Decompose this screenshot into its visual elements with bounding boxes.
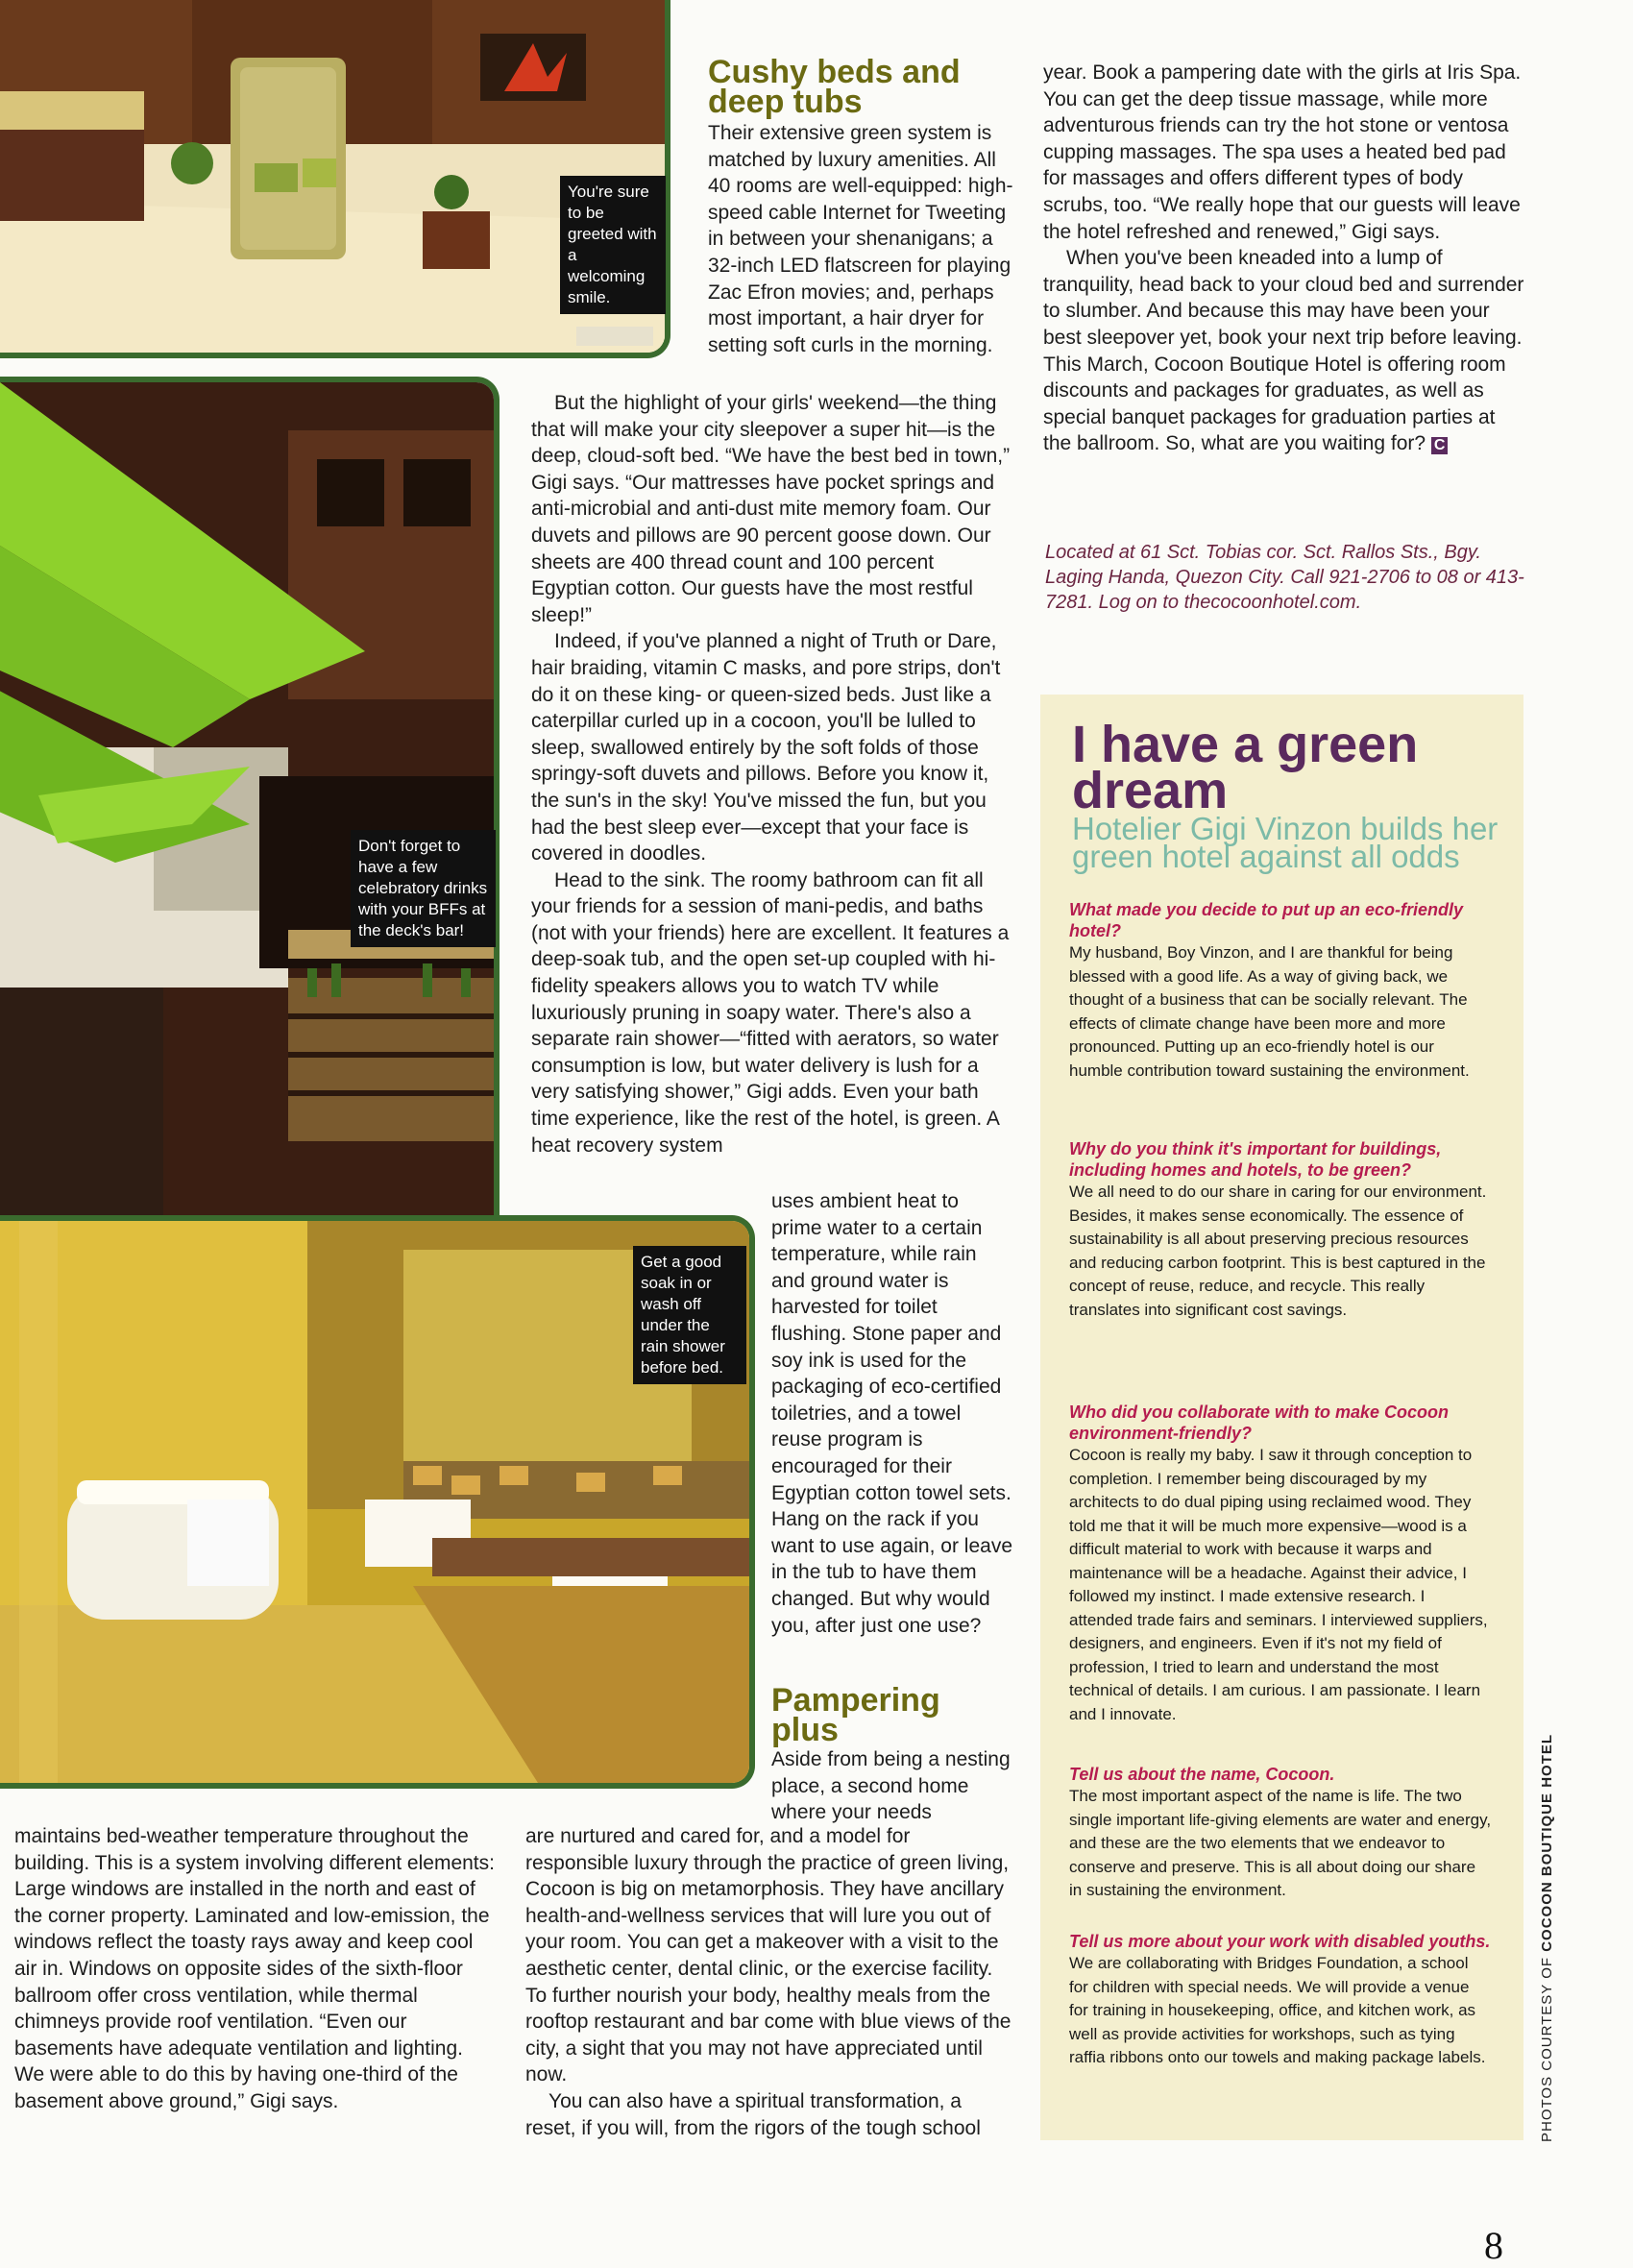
qa-question: Why do you think it's important for buildings, including homes and hotels, to be green? [1069, 1139, 1442, 1180]
paragraph: Head to the sink. The roomy bathroom can fit all your friends for a session of mani-pedis, and baths (not with your friends) here are excellent. It features a deep-soak tub, and the open set-up coupled with hi-fidelity speakers allows you to watch TV while luxuriously pruning in soapy water. There's also a separate rain shower—“fitted with aerators, so water consumption is low, but water delivery is lush for a very satisfying shower,” Gigi adds. Even your bath time experience, like the rest of the hotel, is green. A heat recovery system [531, 868, 1010, 1157]
paragraph-text: When you've been kneaded into a lump of tranquility, head back to your cloud bed and surrender to slumber. And because this may have been your best sleepover yet, book your next trip before leaving. This March, Cocoon Boutique Hotel is offering room discounts and packages for graduates, as well as special banquet packages for graduation parties at the ballroom. So, what are you waiting for? [1043, 247, 1524, 455]
article-col2-middle [531, 390, 1013, 1158]
credit-name: COCOON BOUTIQUE HOTEL [1539, 1733, 1555, 1952]
paragraph: You can also have a spiritual transformation, a reset, if you will, from the rigors of the tough school [525, 2089, 981, 2139]
sidebar-title: I have a green dream [1072, 716, 1419, 819]
sidebar-interview [1040, 695, 1523, 2140]
qa-item [1069, 899, 1492, 1083]
page-number: 8 [1484, 2224, 1503, 2267]
paragraph: year. Book a pampering date with the girls at Iris Spa. You can get the deep tissue massage, while more adventurous friends can try the hot stone or ventosa cupping massages. The spa uses a heated bed pad for massages and offers different types of body scrubs, too. “We really hope that our guests will leave the hotel refreshed and renewed,” Gigi says. [1043, 61, 1522, 243]
qa-question: Who did you collaborate with to make Cocoon environment-friendly? [1069, 1402, 1450, 1443]
paragraph: maintains bed-weather temperature throughout the building. This is a system involving different elements: Large windows are installed in the north and east of the corner property. Laminated and low-emission, the windows reflect the toasty rays away and keep cool air in. Windows on opposite sides of the sixth-floor ballroom offer cross ventilation, while thermal chimneys provide roof ventilation. “Even our basements have adequate ventilation and lighting. We were able to do this by having one-third of the basement above ground,” Gigi says. [14, 1825, 495, 2112]
article-col2-top [708, 120, 1013, 358]
end-mark: C [1431, 437, 1449, 454]
qa-question: Tell us about the name, Cocoon. [1069, 1765, 1335, 1784]
qa-question: What made you decide to put up an eco-friendly hotel? [1069, 900, 1464, 940]
article-col1-bottom [14, 1823, 495, 2115]
qa-item [1069, 1931, 1492, 2070]
qa-answer: We all need to do our share in caring for our environment. Besides, it makes sense economically. The essence of sustainability is all about preserving precious resources and reducing carbon footprint. This is best captured in the concept of reuse, reduce, and recycle. This really translates into significant cost savings. [1069, 1183, 1487, 1319]
paragraph [1043, 245, 1528, 457]
paragraph: uses ambient heat to prime water to a certain temperature, while rain and ground water is harvested for toilet flushing. Stone paper and soy ink is used for the packaging of eco-certified toiletries, and a towel reuse program is encouraged for their Egyptian cotton towel sets. Hang on the rack if you want to use again, or leave in the tub to have them changed. But why would you, after just one use? [771, 1190, 1012, 1637]
qa-answer: My husband, Boy Vinzon, and I are thankful for being blessed with a good life. As a way of giving back, we thought of a business that can be socially relevant. The effects of climate change have been more and more pronounced. Putting up an eco-friendly hotel is our humble contribution toward sustaining the environment. [1069, 943, 1470, 1080]
article-col2-bottom [525, 1823, 1013, 2141]
sidebar-subtitle: Hotelier Gigi Vinzon builds her green hotel against all odds [1072, 811, 1499, 874]
paragraph: But the highlight of your girls' weekend—the thing that will make your city sleepover a super hit—is the deep, cloud-soft bed. “We have the best bed in town,” Gigi says. “Our mattresses have pocket springs and anti-microbial and anti-dust mite memory foam. Our duvets and pillows are 90 percent goose down. Our sheets are 400 thread count and 100 percent Egyptian cotton. Our guests have the most restful sleep!” [531, 392, 1011, 626]
article-col2-after-pampering [771, 1746, 1013, 1826]
photo-bar [0, 377, 500, 1222]
qa-answer: We are collaborating with Bridges Foundation, a school for children with special needs. We will provide a venue for training in housekeeping, office, and kitchen work, as well as provide activities for workshops, such as tying raffia ribbons onto our towels and making package labels. [1069, 1954, 1486, 2066]
paragraph: Aside from being a nesting place, a second home where your needs [771, 1748, 1011, 1824]
caption-bar: Don't forget to have a few celebratory drinks with your BFFs at the deck's bar! [351, 830, 496, 947]
article-col3 [1043, 60, 1528, 457]
caption-lobby: You're sure to be greeted with a welcoming smile. [560, 176, 666, 314]
qa-answer: Cocoon is really my baby. I saw it through conception to completion. I remember being discouraged by my architects to do dual piping using reclaimed wood. They told me that it will be much more expensive—wood is a difficult material to work with because it warps and maintenance will be a headache. Against their advice, I followed my instinct. I made extensive research. I attended trade fairs and seminars. I interviewed suppliers, designers, and engineers. Even if it's not my field of profession, I tried to learn and understand the most technical of details. I am curious. I am passionate. I learn and I innovate. [1069, 1446, 1488, 1723]
qa-item [1069, 1138, 1492, 1322]
bar-illustration [0, 382, 494, 1216]
paragraph: are nurtured and cared for, and a model for responsible luxury through the practice of green living, Cocoon is big on metamorphosis. They have ancillary health-and-wellness services that will lure you out of your room. You can get a makeover with a visit to the aesthetic center, dental clinic, or the exercise facility. To further nourish your body, healthy meals from the rooftop restaurant and bar come with blue views of the city, a sight that you may not have appreciated until now. [525, 1825, 1011, 2086]
heading-cushy-beds: Cushy beds and deep tubs [708, 54, 961, 120]
qa-question: Tell us more about your work with disabled youths. [1069, 1932, 1491, 1951]
heading-pampering-plus: Pampering plus [771, 1682, 940, 1748]
paragraph: Their extensive green system is matched by luxury amenities. All 40 rooms are well-equipped: high-speed cable Internet for Tweeting in between your shenanigans; a 32-inch LED flatscreen for playing Zac Efron movies; and, perhaps most important, a hair dryer for setting soft curls in the morning. [708, 122, 1013, 356]
qa-answer: The most important aspect of the name is life. The two single important life-giving elements are water and energy, and these are the two elements that we endeavor to conserve and preserve. This is all about doing our share in sustaining the environment. [1069, 1787, 1492, 1899]
caption-bathroom: Get a good soak in or wash off under the rain shower before bed. [633, 1246, 746, 1384]
article-col2-narrow [771, 1188, 1013, 1639]
qa-item [1069, 1764, 1492, 1903]
paragraph: Indeed, if you've planned a night of Truth or Dare, hair braiding, vitamin C masks, and pore strips, don't do it on these king- or queen-sized beds. Just like a caterpillar curled up in a cocoon, you'll be lulled to sleep, swallowed entirely by the soft folds of those springy-soft duvets and pillows. Before you know it, the sun's in the sky! You've missed the fun, but you had the best sleep ever—except that your face is covered in doodles. [531, 630, 1001, 866]
hotel-address: Located at 61 Sct. Tobias cor. Sct. Rallos Sts., Bgy. Laging Handa, Quezon City. Call 921-2706 to 08 or 413-7281. Log on to thecocoonhotel.com. [1045, 542, 1524, 613]
photo-credit [1539, 1734, 1555, 2142]
qa-item [1069, 1402, 1492, 1726]
credit-prefix: PHOTOS COURTESY OF [1539, 1951, 1555, 2142]
